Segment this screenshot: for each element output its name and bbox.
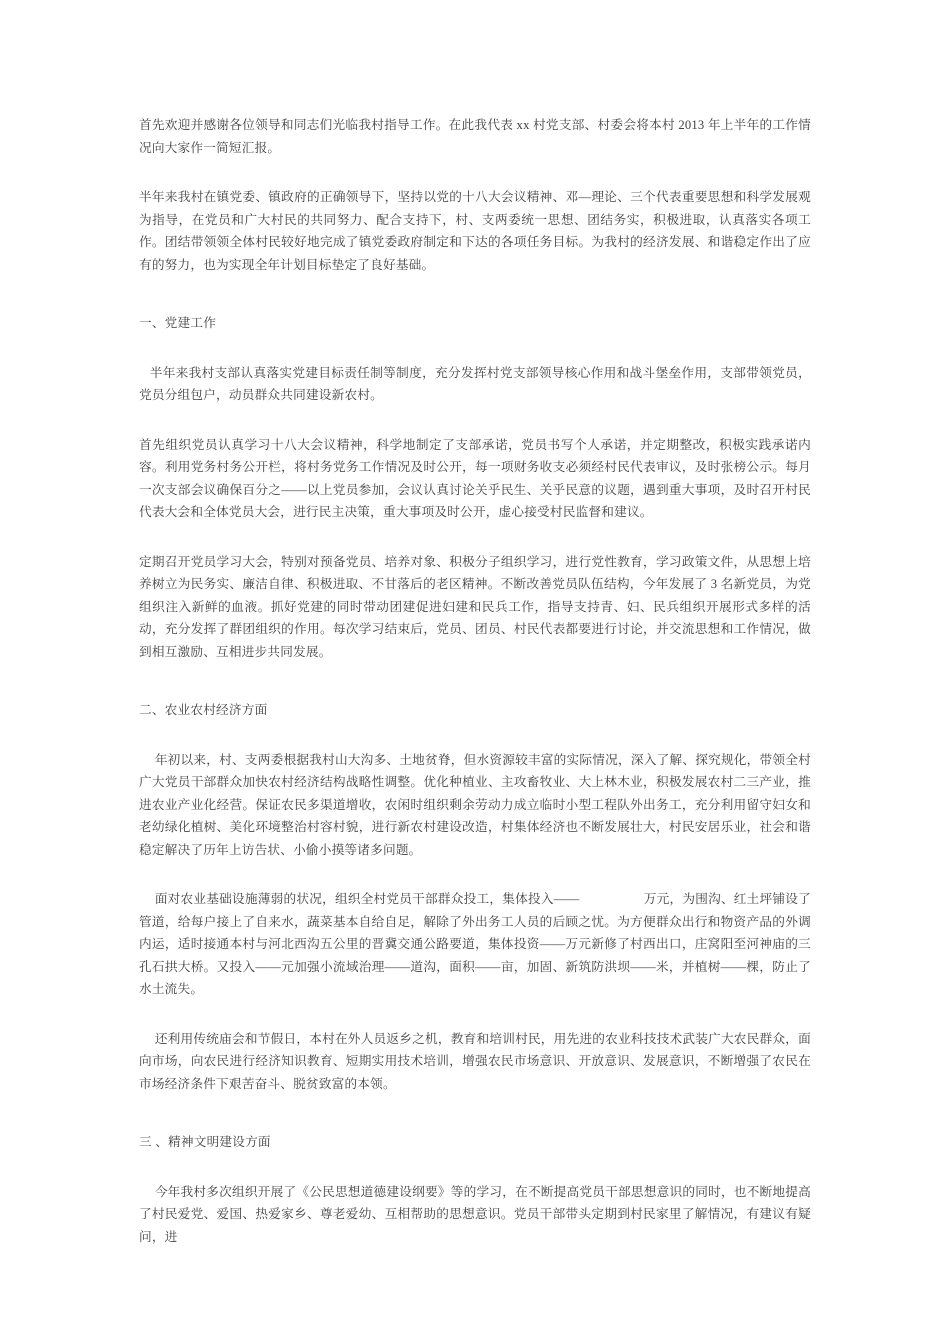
- section1-paragraph-3: 定期召开党员学习大会，特别对预备党员、培养对象、积极分子组织学习，进行党性教育，学习政策文件，从思想上培养树立为民务实、廉洁自律、积极进取、不甘落后的老区精神。不断改善党员队伍结构，今年发展了 3 名新党员，为党组织注入新鲜的血液。抓好党建的同时带动团建促进妇建和民兵工作，指导支持青、妇、民兵组织开展形式多样的活动，充分发挥了群团组织的作用。每次学习结束后，党员、团员、村民代表都要进行讨论，并交流思想和工作情况，做到相互激励、互相进步共同发展。: [139, 554, 811, 659]
- section2-paragraph-2: 面对农业基础设施薄弱的状况，组织全村党员干部群众投工，集体投入—— 万元，为围沟、红土坪铺设了管道，给每户接上了自来水，蔬菜基本自给自足，解除了外出务工人员的后顾之忧。为方便群众出行和物资产品的外调内运，适时接通本村与河北西沟五公里的晋冀交通公路要道，集体投资——万元新修了村西出口，庄窝阳至河神庙的三孔石拱大桥。又投入——元加强小流域治理——道沟，面积——亩，加固、新筑防洪坝——米，并植树——棵，防止了水土流失。: [139, 892, 811, 996]
- intro-paragraph-2: 半年来我村在镇党委、镇政府的正确领导下，坚持以党的十八大会议精神、邓—理论、三个代表重要思想和科学发展观为指导，在党员和广大村民的共同努力、配合支持下，村、支两委统一思想、团结务实，积极进取，认真落实各项工作。团结带领领全体村民较好地完成了镇党委政府制定和下达的各项任务目标。为我村的经济发展、和谐稳定作出了应有的努力，也为实现全年计划目标垫定了良好基础。: [139, 190, 811, 272]
- section3-heading: 三 、精神文明建设方面: [139, 1135, 271, 1149]
- section1-paragraph-1: 半年来我村支部认真落实党建目标责任制等制度，充分发挥村党支部领导核心作用和战斗堡垒作用，支部带领党员，党员分组包户，动员群众共同建设新农村。: [139, 365, 811, 402]
- section2-heading: 二、农业农村经济方面: [139, 703, 268, 717]
- section2-paragraph-3: 还利用传统庙会和节假日，本村在外人员返乡之机，教育和培训村民，用先进的农业科技技术武装广大农民群众，面向市场，向农民进行经济知识教育、短期实用技术培训，增强农民市场意识、开放意识、发展意识，不断增强了农民在市场经济条件下艰苦奋斗、脱贫致富的本领。: [139, 1031, 811, 1091]
- section3-paragraph-1: 今年我村多次组织开展了《公民思想道德建设纲要》等的学习，在不断提高党员干部思想意识的同时，也不断地提高了村民爱党、爱国、热爱家乡、尊老爱幼、互相帮助的思想意识。党员干部带头定期到村民家里了解情况，有建议有疑问，进: [139, 1184, 811, 1244]
- section1-paragraph-2: 首先组织党员认真学习十八大会议精神，科学地制定了支部承诺，党员书写个人承诺，并定期整改，积极实践承诺内容。利用党务村务公开栏，将村务党务工作情况及时公开，每一项财务收支必须经村民代表审议，及时张榜公示。每月一次支部会议确保百分之——以上党员参加，会议认真讨论关乎民生、关乎民意的议题，遇到重大事项，及时召开村民代表大会和全体党员大会，进行民主决策，重大事项及时公开，虚心接受村民监督和建议。: [139, 437, 811, 519]
- section1-heading: 一、党建工作: [139, 316, 217, 330]
- document-body: [139, 0, 811, 1248]
- intro-paragraph-1: 首先欢迎并感谢各位领导和同志们光临我村指导工作。在此我代表 xx 村党支部、村委会将本村 2013 年上半年的工作情况向大家作一简短汇报。: [139, 118, 811, 155]
- section2-paragraph-1: 年初以来，村、支两委根据我村山大沟多、土地贫脊，但水资源较丰富的实际情况，深入了解、探究规化，带领全村广大党员干部群众加快农村经济结构战略性调整。优化种植业、主攻畜牧业、大上林木业，积极发展农村二三产业，推进农业产业化经营。保证农民多渠道增收，农闲时组织剩余劳动力成立临时小型工程队外出务工，充分利用留守妇女和老幼绿化植树、美化环境整治村容村貌，进行新农村建设改造，村集体经济也不断发展壮大，村民安居乐业，社会和谐稳定解决了历年上访告状、小偷小摸等诸多问题。: [139, 752, 811, 857]
